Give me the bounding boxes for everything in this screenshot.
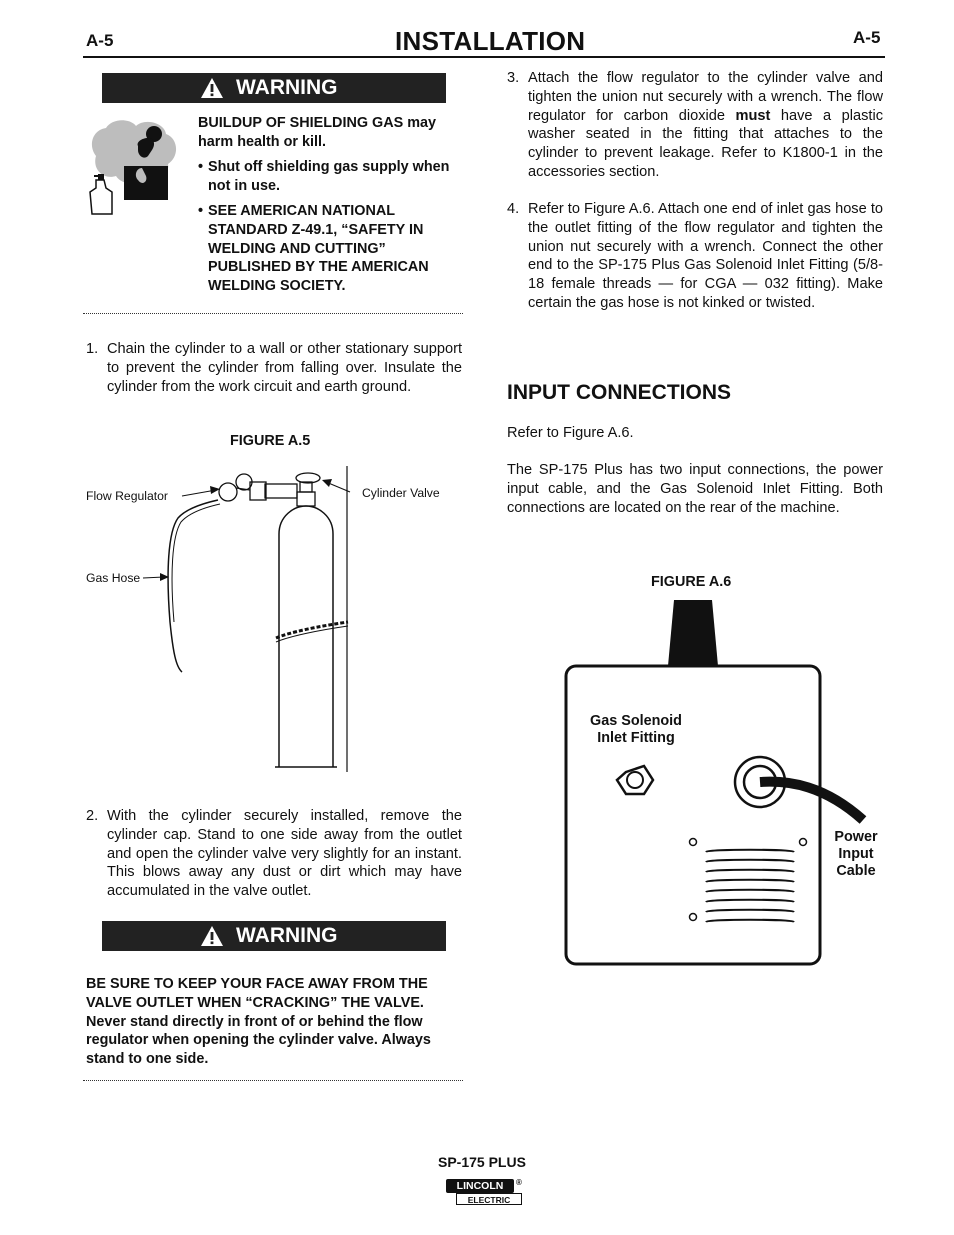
warning-triangle-icon <box>194 925 230 947</box>
step-1-number: 1. <box>86 341 99 357</box>
warning-label-1: WARNING <box>236 76 338 99</box>
step-2-text: With the cylinder securely installed, remove the cylinder cap. Stand to one side away from the outlet and open the cylinder valve very slightly for an instant. This blows away any dust or dirt which may have accumulated in the valve outlet. <box>107 808 462 900</box>
dotted-separator <box>83 1080 463 1081</box>
footer-model: SP-175 PLUS <box>438 1154 526 1170</box>
step-3-text-a: Attach the flow regulator to the cylinder valve and tighten the union nut securely with a wrench. The flow regulator for carbon dioxide <box>528 70 883 124</box>
logo-electric: ELECTRIC <box>456 1193 522 1205</box>
refer-figure-text: Refer to Figure A.6. <box>507 425 634 441</box>
step-2-number: 2. <box>86 808 99 824</box>
power-label-line1: Power <box>834 829 878 845</box>
warning-banner-2 <box>102 921 446 951</box>
gas-solenoid-label <box>586 713 686 747</box>
figure-a5-caption: FIGURE A.5 <box>230 433 311 449</box>
page-code-left: A-5 <box>86 31 114 50</box>
gas-solenoid-label-line2: Inlet Fitting <box>597 730 675 746</box>
power-label-line2: Input <box>838 846 874 862</box>
page-code-right: A-5 <box>853 28 881 47</box>
step-3-text-b: have a plastic washer seated in the fitting that attaches to the cylinder to prevent leakage. Refer to K1800-1 in the accessories section. <box>528 107 883 180</box>
bullet-mark: • <box>198 203 204 219</box>
step-4-text: Refer to Figure A.6. Attach one end of inlet gas hose to the outlet fitting of the flow regulator and tighten the union nut securely with a wrench. Connect the other end to the SP-175 Plus Gas Solenoid Inlet Fitting (5/8-18 female threads — for CGA — 032 fitting). Make certain the gas hose is not kinked or twisted. <box>528 201 883 311</box>
step-3-text <box>528 69 883 182</box>
step-4-number: 4. <box>507 201 520 217</box>
warning2-text <box>86 975 464 1069</box>
gas-hazard-icon <box>86 116 186 220</box>
machine-rear-diagram <box>560 596 870 970</box>
input-connections-paragraph: The SP-175 Plus has two input connections, the power input cable, and the Gas Solenoid Inlet Fitting. Both connections are located on the rear of the machine. <box>507 462 883 516</box>
step-3-number: 3. <box>507 70 520 86</box>
lincoln-electric-logo <box>446 1179 524 1207</box>
gas-solenoid-label-line1: Gas Solenoid <box>590 713 682 729</box>
page-title: INSTALLATION <box>395 26 586 56</box>
warning2-text-upper: BE SURE TO KEEP YOUR FACE AWAY FROM THE VALVE OUTLET WHEN “CRACKING” THE VALVE. <box>86 976 428 1011</box>
warning-triangle-icon <box>194 77 230 99</box>
power-input-cable-label <box>826 829 886 880</box>
warning-banner-1 <box>102 73 446 103</box>
input-connections-heading: INPUT CONNECTIONS <box>507 381 732 404</box>
warning-label-2: WARNING <box>236 924 338 947</box>
flow-regulator-label: Flow Regulator <box>86 489 168 503</box>
step-1-text: Chain the cylinder to a wall or other stationary support to prevent the cylinder from falling over. Insulate the cylinder from the work circuit and earth ground. <box>107 341 462 395</box>
logo-lincoln: LINCOLN <box>446 1179 514 1193</box>
warning1-bullet-1 <box>198 158 463 196</box>
logo-registered: ® <box>516 1178 522 1187</box>
warning1-bullet-2 <box>198 202 463 296</box>
dotted-separator <box>83 313 463 314</box>
bullet-mark: • <box>198 159 204 175</box>
cylinder-valve-label: Cylinder Valve <box>362 486 440 500</box>
power-label-line3: Cable <box>836 863 876 879</box>
bullet-1-text: Shut off shielding gas supply when not in use. <box>208 159 450 194</box>
gas-hose-label: Gas Hose <box>86 571 141 585</box>
gas-cylinder-diagram <box>140 462 370 774</box>
header-rule <box>83 56 885 58</box>
figure-a6-caption: FIGURE A.6 <box>651 574 732 590</box>
warning1-headline: BUILDUP OF SHIELDING GAS may harm health or kill. <box>198 115 437 150</box>
bullet-2-text: SEE AMERICAN NATIONAL STANDARD Z-49.1, “SAFETY IN WELDING AND CUTTING” PUBLISHED BY THE AMERICAN WELDING SOCIETY. <box>208 203 429 295</box>
step-3-must: must <box>735 107 771 124</box>
warning2-text-rest: Never stand directly in front of or behind the flow regulator when opening the cylinder valve. Always stand to one side. <box>86 1013 431 1068</box>
